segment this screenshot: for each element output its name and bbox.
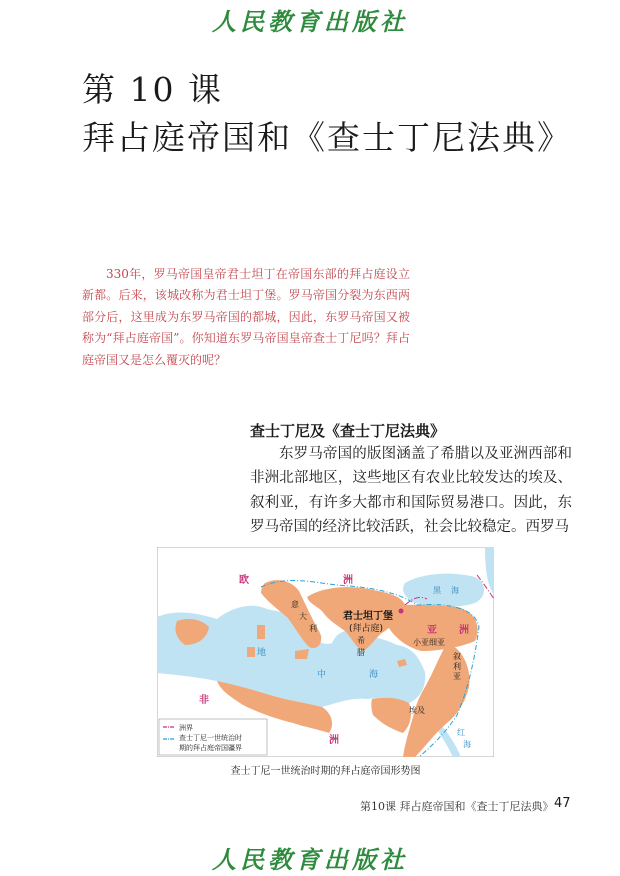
intro-paragraph: 330年，罗马帝国皇帝君士坦丁在帝国东部的拜占庭设立新都。后来，该城改称为君士坦丁堡。罗马帝国分裂为东西两部分后，这里成为东罗马帝国的都城，因此，东罗马帝国又被称为“拜占庭帝国”。你知道东罗马帝国皇帝查士丁尼吗？拜占庭帝国又是怎么覆灭的呢？ [82,267,410,367]
label-red-sea-2: 海 [463,740,471,749]
label-asia-1: 亚 [427,625,437,636]
label-sea-3: 海 [369,670,379,680]
map-legend [159,719,267,755]
label-italy-2: 大 [299,612,307,621]
intro-box [82,264,410,371]
label-italy-3: 利 [309,624,317,633]
label-sea-2: 中 [317,670,327,680]
legend-empire-line1: 查士丁尼一世统治时 [179,734,242,742]
body-paragraph: 东罗马帝国的版图涵盖了希腊以及亚洲西部和非洲北部地区，这些地区有农业比较发达的埃及、叙利亚，有许多大都市和国际贸易港口。因此，东罗马帝国的经济比较活跃，社会比较稳定。西罗马 [250,446,572,535]
label-black-sea-2: 海 [451,586,459,595]
label-syria-2: 利 [453,662,461,671]
label-constantinople-1: 君士坦丁堡 [343,611,393,622]
label-africa-1: 非 [199,695,209,706]
lesson-title: 拜占庭帝国和《查士丁尼法典》 [82,118,572,157]
label-italy-1: 意 [291,600,299,609]
lesson-number: 第 10 课 [82,70,223,109]
publisher-logo-bottom: 人民教育出版社 [212,845,408,874]
label-sea-1: 地 [257,648,267,658]
body-text [250,442,572,539]
label-africa-2: 洲 [329,735,339,746]
label-asia-minor: 小亚细亚 [413,638,445,647]
black-sea [403,574,484,607]
label-red-sea-1: 红 [457,728,465,737]
label-europe-2: 洲 [343,575,353,586]
byzantine-empire-map [157,547,494,757]
footer-lesson-title: 第10课 拜占庭帝国和《查士丁尼法典》 [360,800,554,813]
label-syria-3: 亚 [453,672,461,681]
constantinople-marker [399,609,404,614]
publisher-logo-top: 人民教育出版社 [212,7,408,36]
label-greece-2: 腊 [357,648,365,657]
label-asia-2: 洲 [459,625,469,636]
label-black-sea-1: 黑 [433,586,441,595]
label-syria-1: 叙 [453,652,461,661]
legend-continent-boundary: 洲界 [179,724,193,732]
label-europe-1: 欧 [239,575,249,586]
label-greece-1: 希 [357,636,365,645]
label-egypt: 埃及 [409,706,425,715]
map-caption: 查士丁尼一世统治时期的拜占庭帝国形势图 [230,766,421,777]
section-heading: 查士丁尼及《查士丁尼法典》 [250,422,446,440]
legend-empire-line2: 期的拜占庭帝国疆界 [179,744,242,752]
page-number: 47 [554,796,571,811]
label-constantinople-2: (拜占庭) [349,624,384,634]
